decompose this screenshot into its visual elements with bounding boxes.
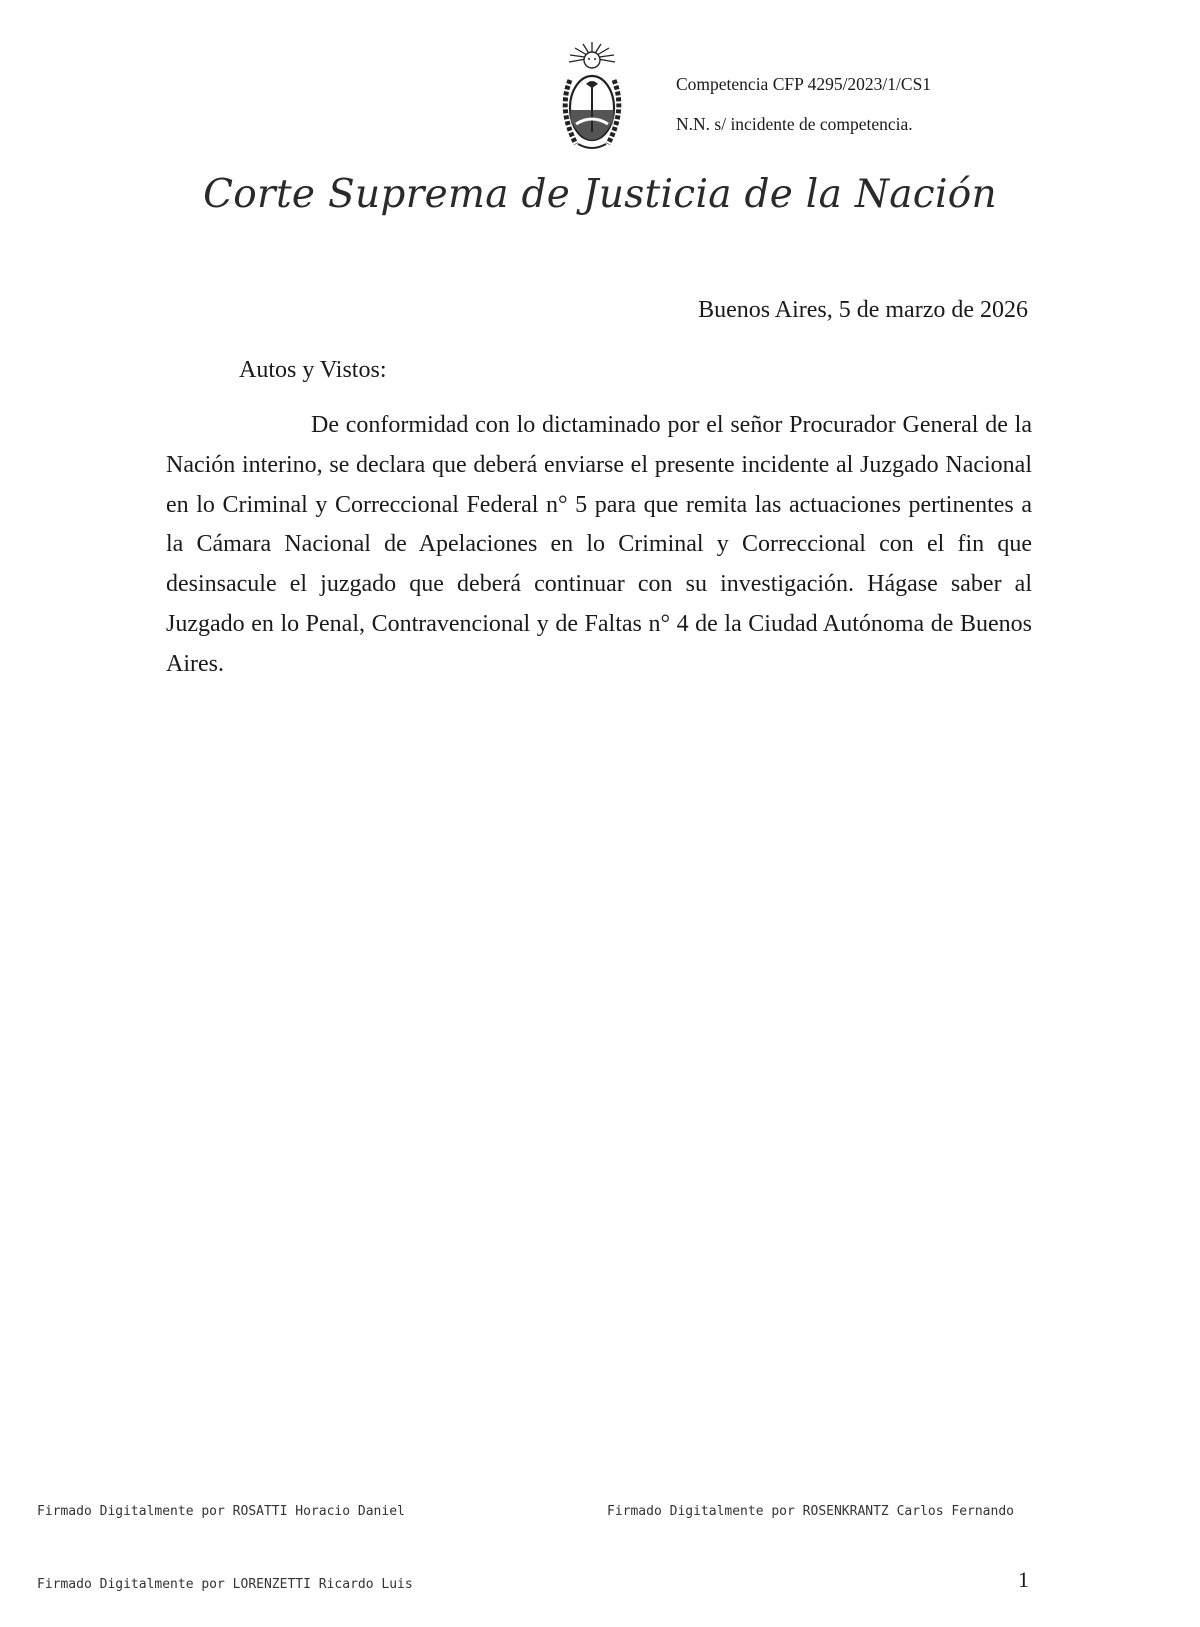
page-number: 1 — [1018, 1567, 1029, 1592]
argentina-coat-of-arms-icon — [556, 40, 628, 160]
case-subject: N.N. s/ incidente de competencia. — [676, 114, 913, 134]
case-number: Competencia CFP 4295/2023/1/CS1 — [676, 74, 932, 94]
court-title: Corte Suprema de Justicia de la Nación — [203, 172, 997, 217]
digital-signature-lorenzetti: Firmado Digitalmente por LORENZETTI Ricardo Luis — [37, 1577, 413, 1592]
digital-signature-rosenkrantz: Firmado Digitalmente por ROSENKRANTZ Carlos Fernando — [607, 1504, 1014, 1519]
resolution-paragraph: De conformidad con lo dictaminado por el señor Procurador General de la Nación interino, se declara que deberá enviarse el presente incidente al Juzgado Nacional en lo Criminal y Correccional Federal n° 5 para que remita las actuaciones pertinentes a la Cámara Nacional de Apelaciones en lo Criminal y Correccional con el fin que desinsacule el juzgado que deberá continuar con su investigación. Hágase saber al Juzgado en lo Penal, Contravencional y de Faltas n° 4 de la Ciudad Autónoma de Buenos Aires. — [166, 412, 1032, 677]
digital-signature-rosatti: Firmado Digitalmente por ROSATTI Horacio Daniel — [37, 1504, 405, 1519]
opening-heading: Autos y Vistos: — [239, 357, 387, 383]
case-header — [676, 64, 931, 144]
document-date: Buenos Aires, 5 de marzo de 2026 — [698, 297, 1028, 323]
